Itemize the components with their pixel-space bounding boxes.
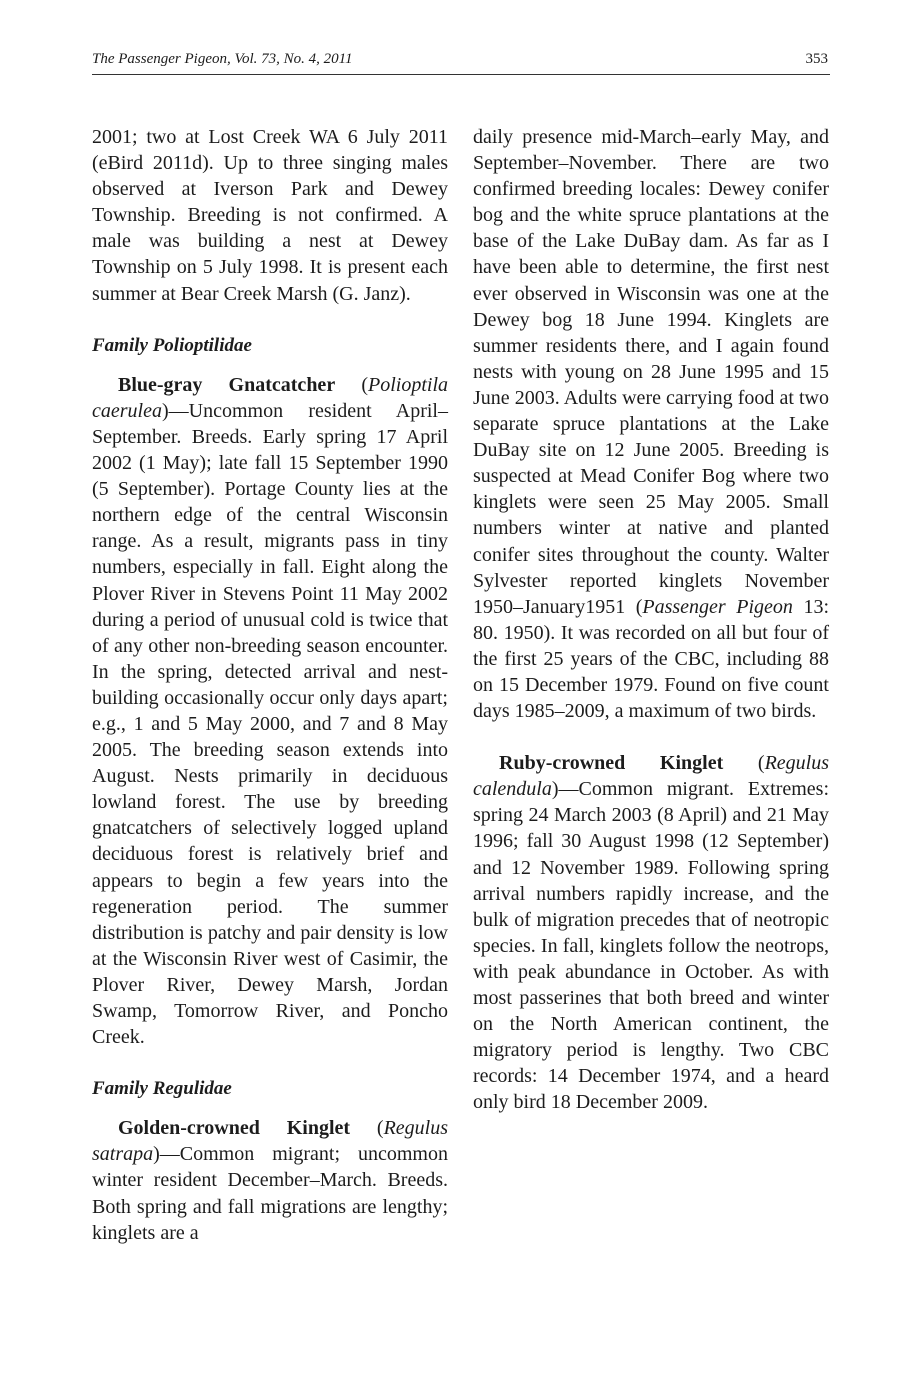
running-header — [92, 46, 830, 75]
species-account-blue-gray-gnatcatcher — [92, 372, 448, 1050]
species-account-ruby-crowned-kinglet — [473, 750, 829, 1115]
paren-open: ( — [335, 373, 368, 396]
page-number: 353 — [805, 51, 828, 67]
species-text: )—Common migrant; uncommon winter resident December–March. Breeds. Both spring and fall migrations are lengthy; kinglets are a — [92, 1143, 448, 1244]
continued-paragraph — [473, 124, 829, 724]
species-text: )—Common migrant. Extremes: spring 24 March 2003 (8 April) and 21 May 1996; fall 30 August 1998 (12 September) and 12 November 1989. Following spring arrival numbers rapidly increase, and the bulk of migration precedes that of neotropic species. In fall, kinglets follow the neotrops, with peak abundance in October. As with most passerines that both breed and winter on the North American continent, the migratory period is lengthy. Two CBC records: 14 December 1974, and a heard only bird 18 December 2009. — [473, 778, 829, 1114]
paragraph-text: daily presence mid-March–early May, and September–November. There are two confirmed breeding locales: Dewey conifer bog and the white spruce plantations at the base of the Lake DuBay dam. As far as I have been able to determine, the first nest ever observed in Wisconsin was one at the Dewey bog 18 June 1994. Kinglets are summer residents there, and I again found nests with young on 28 June 1995 and 15 June 2003. Adults were carrying food at two separate spruce plantations at the Lake DuBay site on 12 June 2005. Breeding is suspected at Mead Conifer Bog where two kinglets were seen 25 May 2005. Small numbers winter at native and planted conifer sites throughout the county. Walter Sylvester reported kinglets November 1950–January1951 ( — [473, 126, 829, 618]
species-name: Golden-crowned Kinglet — [118, 1117, 351, 1140]
paren-open: ( — [723, 752, 765, 775]
family-heading-polioptilidae: Family Polioptilidae — [92, 334, 252, 356]
continued-paragraph: 2001; two at Lost Creek WA 6 July 2011 (eBird 2011d). Up to three singing males observed at Iverson Park and Dewey Township. Breeding is not confirmed. A male was building a nest at Dewey Township on 5 July 1998. It is present each summer at Bear Creek Marsh (G. Janz). — [92, 126, 448, 305]
family-heading-regulidae: Family Regulidae — [92, 1078, 232, 1100]
journal-cite: Passenger Pigeon — [642, 595, 793, 618]
species-account-golden-crowned-kinglet — [92, 1115, 448, 1245]
left-column — [92, 124, 448, 1246]
paren-open: ( — [350, 1117, 384, 1140]
journal-citation: The Passenger Pigeon, Vol. 73, No. 4, 2011 — [92, 51, 353, 67]
paragraph-text-end: 13: 80. 1950). It was recorded on all but four of the first 25 years of the CBC, including 88 on 15 December 1979. Found on five count days 1985–2009, a maximum of two birds. — [473, 595, 829, 723]
species-text: )—Uncommon resident April–September. Breeds. Early spring 17 April 2002 (1 May); late fall 15 September 1990 (5 September). Portage County lies at the northern edge of the central Wisconsin range. As a result, migrants pass in tiny numbers, especially in fall. Eight along the Plover River in Stevens Point 11 May 2002 during a period of unusual cold is twice that of any other non-breeding season encounter. In the spring, detected arrival and nest-building occasionally occur only days apart; e.g., 1 and 5 May 2000, and 7 and 8 May 2005. The breeding season extends into August. Nests primarily in deciduous lowland forest. The use by breeding gnatcatchers of selectively logged upland deciduous forest is relatively brief and appears to begin a few years into the regeneration period. The summer distribution is patchy and pair density is low at the Wisconsin River west of Casimir, the Plover River, Dewey Marsh, Jordan Swamp, Tomorrow River, and Poncho Creek. — [92, 399, 448, 1049]
species-name: Ruby-crowned Kinglet — [499, 752, 724, 775]
scientific-name: Regulus calendula — [473, 752, 829, 801]
right-column — [473, 124, 829, 1115]
scientific-name: Polioptila caerulea — [92, 373, 448, 422]
scientific-name: Regulus satrapa — [92, 1117, 448, 1166]
species-name: Blue-gray Gnatcatcher — [118, 373, 336, 396]
